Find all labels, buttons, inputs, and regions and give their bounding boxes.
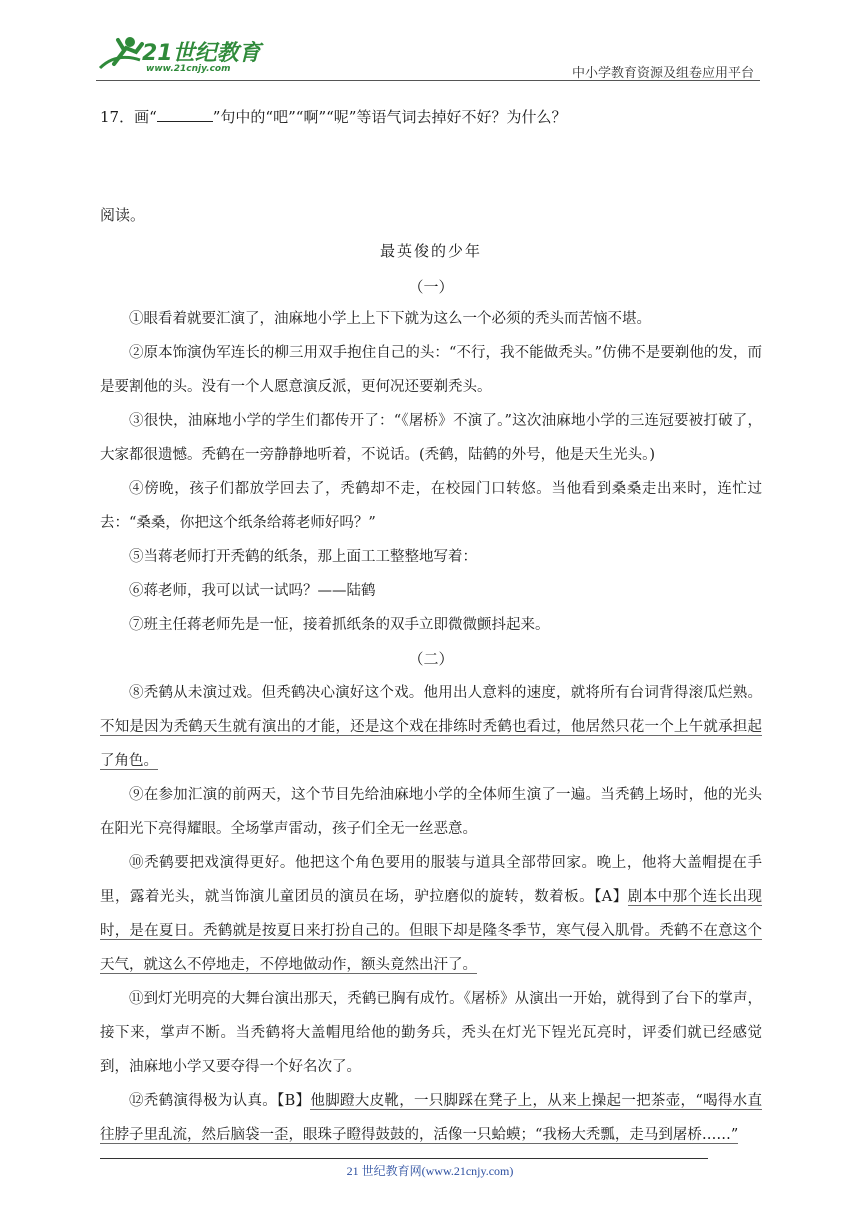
question-17 xyxy=(100,106,566,127)
paragraph-8 xyxy=(100,676,762,778)
section-two-heading: （二） xyxy=(408,650,454,668)
question-text-start: 画“ xyxy=(134,108,157,126)
read-instruction: 阅读。 xyxy=(100,206,146,224)
site-logo[interactable] xyxy=(96,34,266,78)
section-one-heading: （一） xyxy=(408,278,454,296)
paragraph-12-text: ⑫秃鹤演得极为认真。【B】 xyxy=(129,1093,311,1109)
paragraph-5: ⑤当蒋老师打开秃鹤的纸条，那上面工工整整地写着： xyxy=(129,549,477,565)
underlined-sentence-12: 他脚蹬大皮靴，一只脚踩在凳子上，从来上操起一把茶壶，“喝得水直往脖子里乱流，然后脑袋一歪，眼珠子瞪得鼓鼓的，活像一只蛤蟆；“我杨大秃瓢，走马到屠桥……” xyxy=(100,1093,762,1143)
logo-text: 21世纪教育 xyxy=(142,41,261,66)
paragraph-12 xyxy=(100,1084,762,1152)
question-number: 17． xyxy=(100,108,135,126)
question-text-end: ”句中的“吧”“啊”“呢”等语气词去掉好不好？为什么？ xyxy=(212,108,567,126)
paragraph-10 xyxy=(100,846,762,982)
paragraph-6: ⑥蒋老师，我可以试一试吗？——陆鹤 xyxy=(129,583,376,599)
page-header xyxy=(96,28,760,80)
paragraph-11: ⑪到灯光明亮的大舞台演出那天，秃鹤已胸有成竹。《屠桥》从演出一开始，就得到了台下的掌声，接下来，掌声不断。当秃鹤将大盖帽甩给他的勤务兵，秃头在灯光下锃光瓦亮时，评委们就已经感觉到，油麻地小学又要夺得一个好名次了。 xyxy=(100,991,762,1075)
footer-divider xyxy=(100,1158,708,1159)
logo-url: www.21cnjy.com xyxy=(146,64,231,74)
paragraph-1: ①眼看着就要汇演了，油麻地小学上上下下就为这么一个必须的秃头而苦恼不堪。 xyxy=(129,311,651,327)
platform-name: 中小学教育资源及组卷应用平台 xyxy=(571,66,754,81)
paragraph-8-text: ⑧秃鹤从未演过戏。但秃鹤决心演好这个戏。他用出人意料的速度，就将所有台词背得滚瓜烂熟。 xyxy=(129,685,762,701)
answer-blank[interactable] xyxy=(157,107,213,122)
paragraph-7: ⑦班主任蒋老师先是一怔，接着抓纸条的双手立即微微颤抖起来。 xyxy=(129,617,550,633)
paragraph-2: ②原本饰演伪军连长的柳三用双手抱住自己的头：“不行，我不能做秃头。”仿佛不是要剃他的发，而是要割他的头。没有一个人愿意演反派，更何况还要剃秃头。 xyxy=(100,345,762,395)
paragraph-10-text: ⑩秃鹤要把戏演得更好。他把这个角色要用的服装与道具全部带回家。晚上，他将大盖帽提在手里，露着光头，就当饰演儿童团员的演员在场，驴拉磨似的旋转，数着板。【A】 xyxy=(100,855,762,905)
underlined-sentence-10: 剧本中那个连长出现时，是在夏日。秃鹤就是按夏日来打扮自己的。但眼下却是隆冬季节，寒气侵入肌骨。秃鹤不在意这个天气，就这么不停地走，不停地做动作，额头竟然出汗了。 xyxy=(100,889,763,973)
paragraph-9: ⑨在参加汇演的前两天，这个节目先给油麻地小学的全体师生演了一遍。当秃鹤上场时，他的光头在阳光下亮得耀眼。全场掌声雷动，孩子们全无一丝恶意。 xyxy=(100,787,762,837)
footer-link[interactable]: 21 世纪教育网(www.21cnjy.com) xyxy=(346,1164,514,1178)
paragraph-3: ③很快，油麻地小学的学生们都传开了：“《屠桥》不演了。”这次油麻地小学的三连冠要被打破了，大家都很遗憾。秃鹤在一旁静静地听着，不说话。(秃鹤，陆鹤的外号，他是天生光头。) xyxy=(100,413,762,463)
paragraph-4: ④傍晚，孩子们都放学回去了，秃鹤却不走，在校园门口转悠。当他看到桑桑走出来时，连忙过去：“桑桑，你把这个纸条给蒋老师好吗？” xyxy=(100,481,762,531)
article-title: 最英俊的少年 xyxy=(379,242,482,260)
underlined-sentence-8: 不知是因为秃鹤天生就有演出的才能，还是这个戏在排练时秃鹤也看过，他居然只花一个上午就承担起了角色。 xyxy=(100,719,762,769)
header-divider xyxy=(96,80,760,81)
